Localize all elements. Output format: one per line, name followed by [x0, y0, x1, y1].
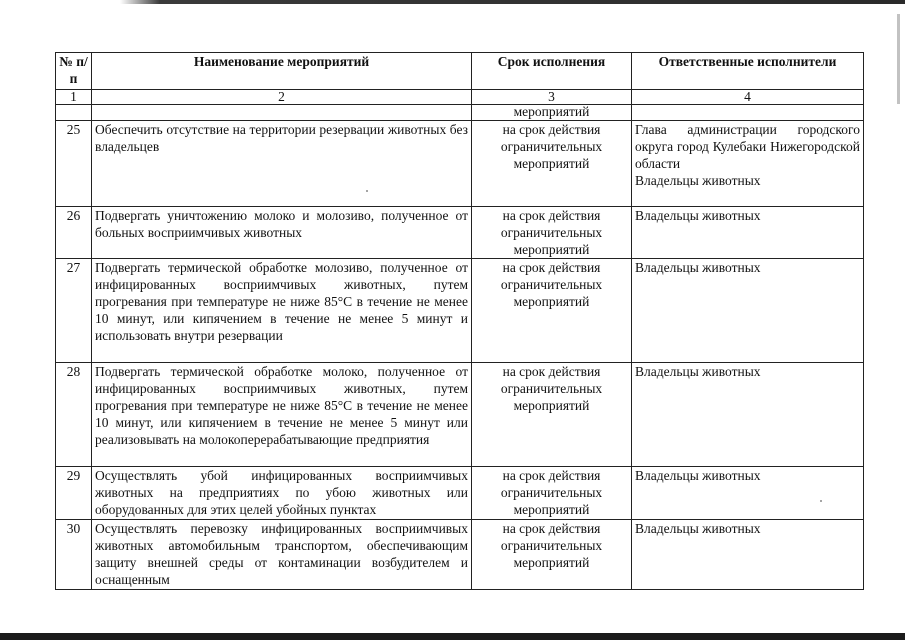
responsible-text: Владельцы животных [632, 520, 864, 590]
table-row [56, 363, 864, 467]
responsible-text: Владельцы животных [632, 259, 864, 363]
header-row [56, 53, 864, 90]
row-number: 25 [56, 121, 92, 207]
header-resp: Ответственные исполнители [632, 53, 864, 90]
scan-edge-bottom [0, 633, 905, 640]
row-number: 28 [56, 363, 92, 467]
measure-text: Обеспечить отсутствие на территории резервации животных без владельцев [92, 121, 472, 207]
table-row [56, 121, 864, 207]
column-number: 4 [632, 90, 864, 105]
table-row [56, 259, 864, 363]
column-number-row [56, 90, 864, 105]
responsible-cell [632, 121, 864, 207]
row-number: 27 [56, 259, 92, 363]
responsible-text: Глава администрации городского округа город Кулебаки Нижегородской области [635, 122, 860, 171]
row-number: 29 [56, 467, 92, 520]
term-text: на срок действия ограничительных мероприятий [472, 121, 632, 207]
measure-text: Подвергать уничтожению молоко и молозиво, полученное от больных восприимчивых животных [92, 207, 472, 259]
measure-text: Осуществлять убой инфицированных восприимчивых животных на предприятиях по убою животных или оборудованных для этих целей убойных пунктах [92, 467, 472, 520]
table-row [56, 207, 864, 259]
table-row [56, 520, 864, 590]
responsible-text: Владельцы животных [635, 173, 761, 188]
scan-edge-right [897, 14, 900, 104]
scan-edge-top [0, 0, 905, 4]
term-text: на срок действия ограничительных мероприятий [472, 259, 632, 363]
continuation-term: мероприятий [472, 105, 632, 121]
measure-text: Подвергать термической обработке молозиво, полученное от инфицированных восприимчивых животных, путем прогревания при температуре не ниже 85°С в течение не менее 10 минут, или кипячением в течение не менее 5 минут и использовать внутри резервации [92, 259, 472, 363]
measure-text: Подвергать термической обработке молоко, полученное от инфицированных восприимчивых животных, путем прогревания при температуре не ниже 85°С в течение не менее 10 минут, или кипячением в течение не менее 5 минут или реализовывать на молокоперерабатывающие предприятия [92, 363, 472, 467]
measure-text: Осуществлять перевозку инфицированных восприимчивых животных автомобильным транспортом, обеспечивающим защиту внешней среды от контаминации возбудителем и оснащенным [92, 520, 472, 590]
term-text: на срок действия ограничительных мероприятий [472, 363, 632, 467]
responsible-text: Владельцы животных [632, 467, 864, 520]
term-text: на срок действия ограничительных мероприятий [472, 207, 632, 259]
term-text: на срок действия ограничительных мероприятий [472, 467, 632, 520]
header-num: № п/п [56, 53, 92, 90]
table-row [56, 467, 864, 520]
row-number: 26 [56, 207, 92, 259]
header-term: Срок исполнения [472, 53, 632, 90]
header-measure: Наименование мероприятий [92, 53, 472, 90]
continuation-row [56, 105, 864, 121]
column-number: 1 [56, 90, 92, 105]
measures-table [55, 52, 864, 590]
responsible-text: Владельцы животных [632, 207, 864, 259]
column-number: 3 [472, 90, 632, 105]
row-number: 30 [56, 520, 92, 590]
responsible-text: Владельцы животных [632, 363, 864, 467]
term-text: на срок действия ограничительных мероприятий [472, 520, 632, 590]
column-number: 2 [92, 90, 472, 105]
